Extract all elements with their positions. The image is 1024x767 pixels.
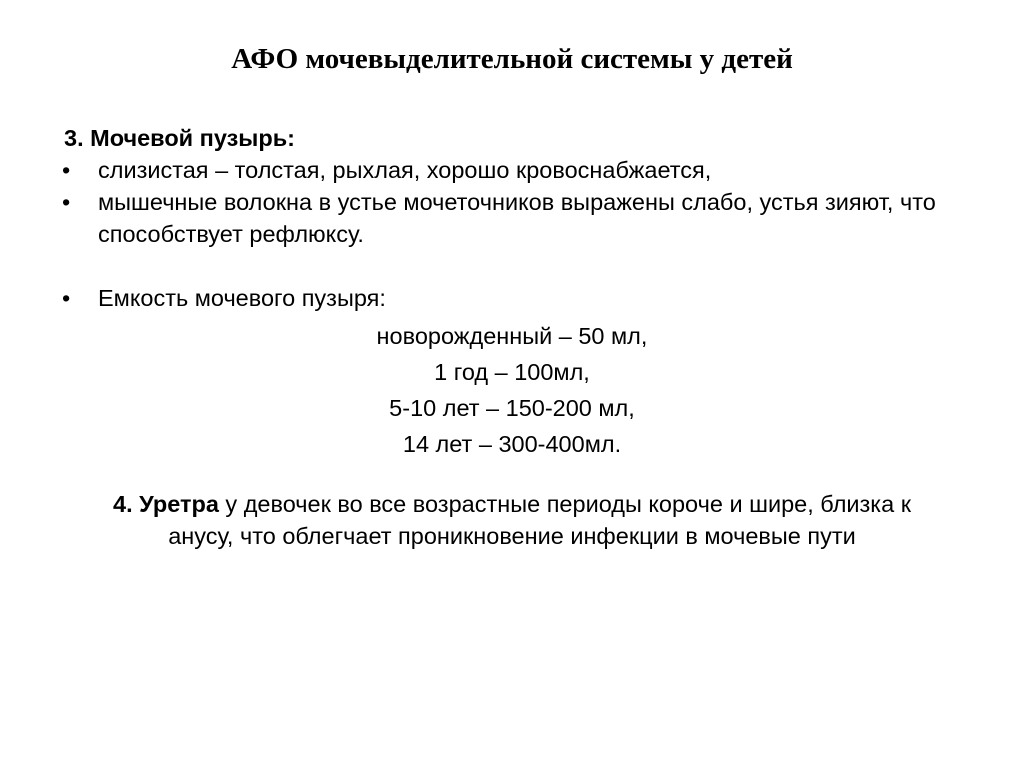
bladder-bullet-list — [0, 154, 1024, 314]
section-3-heading: 3. Мочевой пузырь: — [64, 125, 295, 151]
urethra-text: у девочек во все возрастные периоды короче и шире, близка к анусу, что облегчает проникновение инфекции в мочевые пути — [168, 491, 911, 549]
bullet-item-muscle-fibers — [0, 186, 1024, 250]
bullet-text: Емкость мочевого пузыря: — [98, 285, 386, 311]
section-4-heading: 4. Уретра — [113, 491, 219, 517]
bullet-item-capacity — [0, 282, 1024, 314]
bullet-text: мышечные волокна в устье мочеточников выражены слабо, устья зияют, что способствует рефлюксу. — [98, 189, 936, 247]
capacity-list — [0, 318, 1024, 462]
bullet-marker: • — [62, 285, 71, 311]
urethra-paragraph — [80, 488, 944, 552]
bullet-marker: • — [62, 157, 71, 183]
bullet-item-mucosa — [0, 154, 1024, 186]
bullet-text: слизистая – толстая, рыхлая, хорошо кровоснабжается, — [98, 157, 712, 183]
capacity-14-years: 14 лет – 300-400мл. — [402, 431, 622, 457]
capacity-1-year: 1 год – 100мл, — [434, 359, 590, 385]
capacity-5-10-years: 5-10 лет – 150-200 мл, — [389, 395, 635, 421]
slide-title: АФО мочевыделительной системы у детей — [231, 43, 793, 75]
capacity-newborn: новорожденный – 50 мл, — [376, 323, 648, 349]
bullet-marker: • — [62, 189, 71, 215]
